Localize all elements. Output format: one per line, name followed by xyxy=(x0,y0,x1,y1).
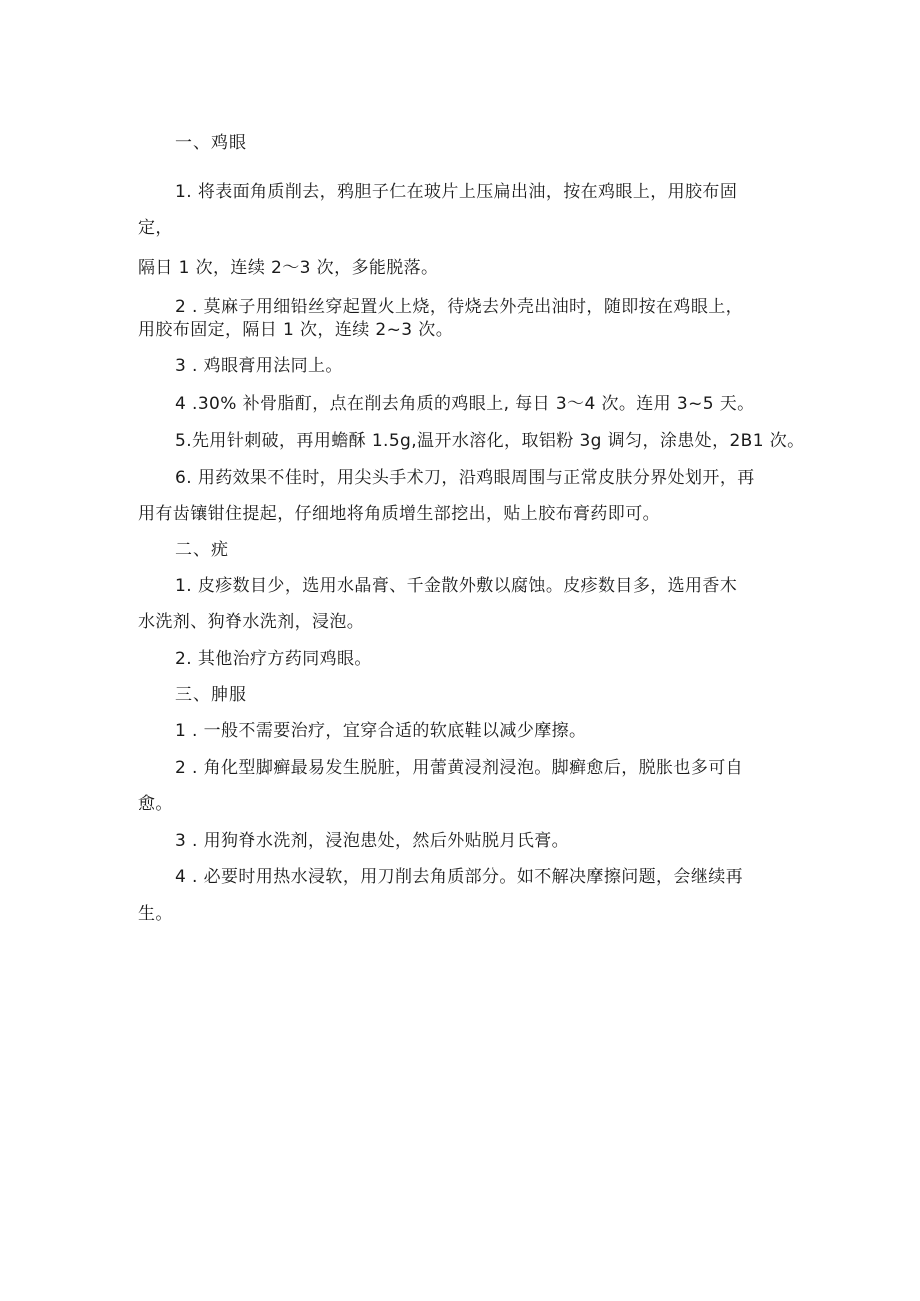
paragraph-line: 2 . 角化型脚癣最易发生脱脏，用蕾黄浸剂浸泡。脚癣愈后，脱胀也多可自 xyxy=(175,758,744,778)
section-heading-warts: 二、疣 xyxy=(175,540,229,560)
paragraph-line: 1 . 一般不需要治疗，宜穿合适的软底鞋以减少摩擦。 xyxy=(175,721,587,741)
paragraph-line: 1. 皮疹数目少，选用水晶膏、千金散外敷以腐蚀。皮疹数目多，选用香木 xyxy=(175,576,738,596)
paragraph-line: 愈。 xyxy=(138,794,173,814)
section-heading-calluses: 三、胂服 xyxy=(175,685,247,705)
paragraph-line: 定， xyxy=(138,218,173,238)
paragraph-line: 4 . 必要时用热水浸软，用刀削去角质部分。如不解决摩擦问题，会继续再 xyxy=(175,867,744,887)
paragraph-line: 生。 xyxy=(138,904,173,924)
paragraph-line: 2. 其他治疗方药同鸡眼。 xyxy=(175,649,372,669)
paragraph-line: 隔日 1 次，连续 2～3 次，多能脱落。 xyxy=(138,258,439,278)
paragraph-line: 4 .30% 补骨脂酊，点在削去角质的鸡眼上, 每日 3～4 次。连用 3~5 天。 xyxy=(175,394,755,414)
paragraph-line: 6. 用药效果不佳时，用尖头手术刀，沿鸡眼周围与正常皮肤分界处划开，再 xyxy=(175,468,755,488)
paragraph-line: 1. 将表面角质削去，鸦胆子仁在玻片上压扁出油，按在鸡眼上，用胶布固 xyxy=(175,182,738,202)
paragraph-line: 5.先用针刺破，再用蟾酥 1.5g,温开水溶化，取铝粉 3g 调匀，涂患处，2B1 次。 xyxy=(175,431,805,451)
paragraph-line: 3 . 鸡眼膏用法同上。 xyxy=(175,356,343,376)
paragraph-line: 用胶布固定，隔日 1 次，连续 2~3 次。 xyxy=(138,320,454,340)
paragraph-line: 2 . 莫麻子用细铅丝穿起置火上烧，待烧去外壳出油时，随即按在鸡眼上， xyxy=(175,297,744,317)
paragraph-line: 用有齿镶钳住提起，仔细地将角质增生部挖出，贴上胶布膏药即可。 xyxy=(138,504,660,524)
section-heading-corns: 一、鸡眼 xyxy=(175,133,247,153)
paragraph-line: 水洗剂、狗脊水洗剂，浸泡。 xyxy=(138,612,365,632)
paragraph-line: 3 . 用狗脊水洗剂，浸泡患处，然后外贴脱月氏膏。 xyxy=(175,831,570,851)
